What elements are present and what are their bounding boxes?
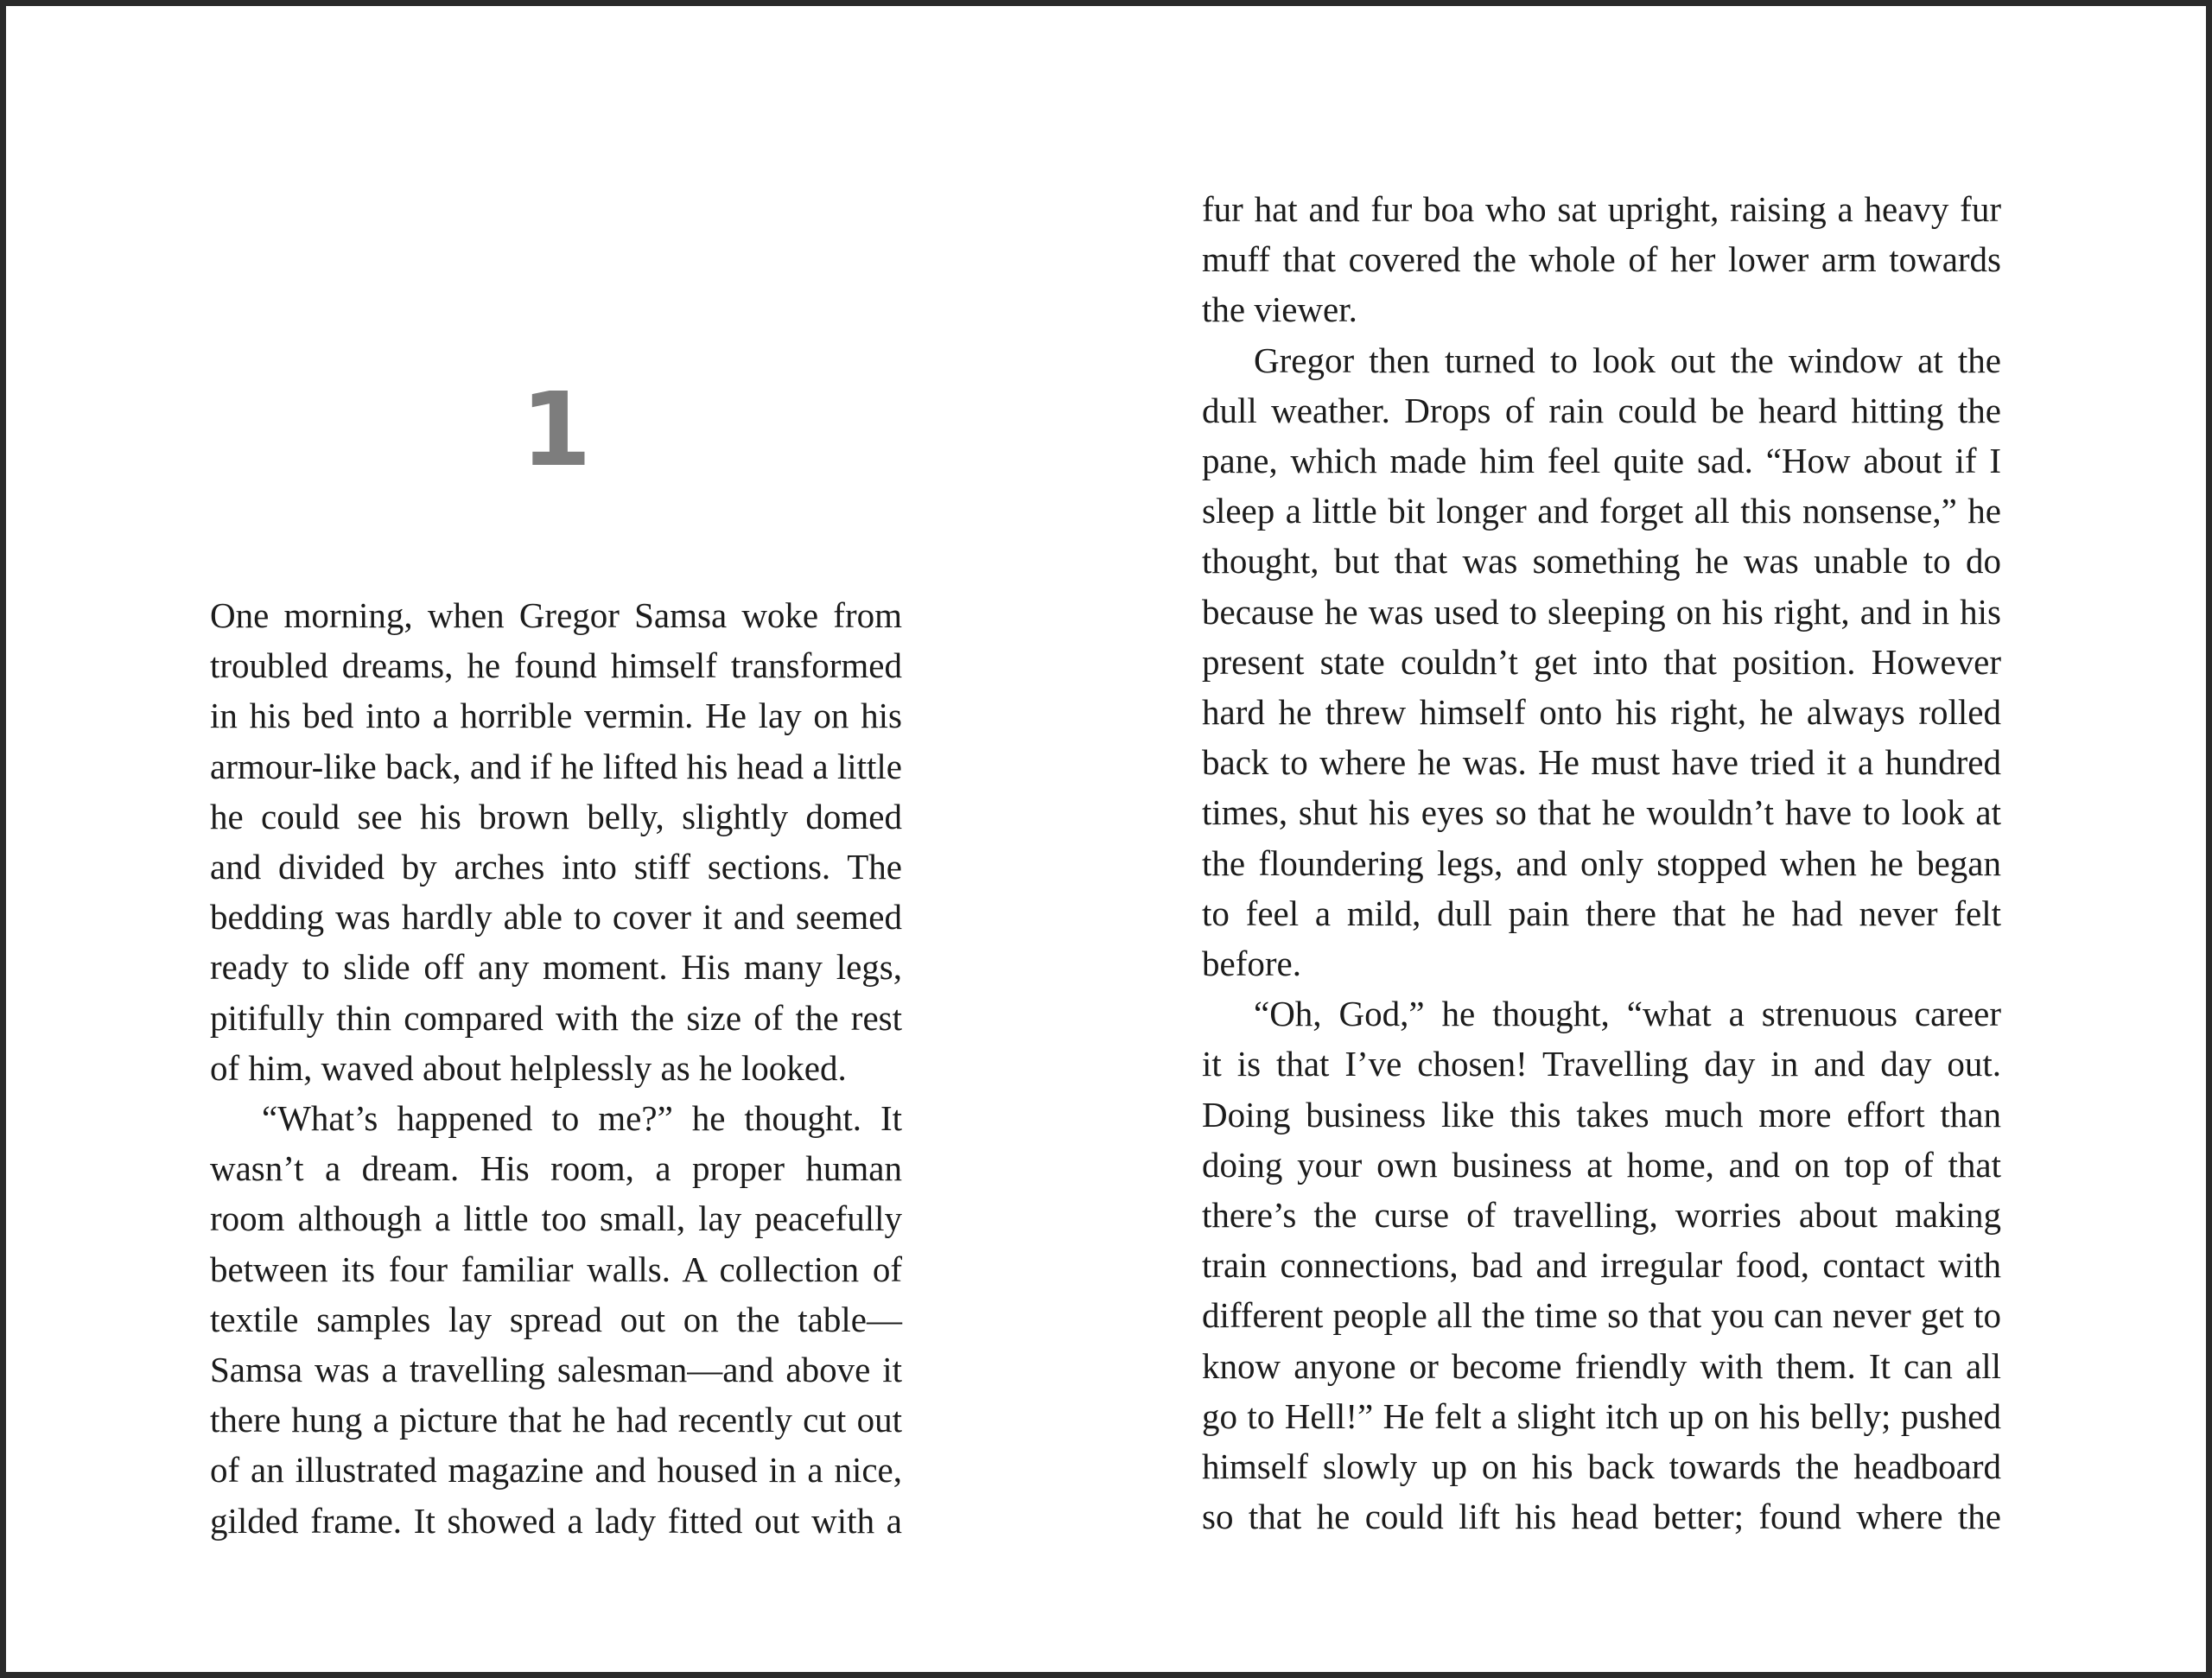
text-line: the floundering legs, and only stopped when he began (1202, 842, 2001, 883)
text-line: hard he threw himself onto his right, he always rolled (1202, 692, 2001, 733)
chapter-number: 1 (520, 370, 592, 489)
text-line: because he was used to sleeping on his right, and in his (1202, 591, 2001, 632)
text-line: to feel a mild, dull pain there that he had never felt (1202, 893, 2001, 933)
text-line: thought, but that was something he was unable to do (1202, 541, 2001, 582)
paragraph (210, 1093, 902, 1546)
paragraph (1202, 184, 2001, 335)
text-line: go to Hell!” He felt a slight itch up on his belly; pushed (1202, 1395, 2001, 1436)
text-line: there hung a picture that he had recently cut out (210, 1400, 902, 1440)
text-line: present state couldn’t get into that position. However (1202, 641, 2001, 682)
text-line: fur hat and fur boa who sat upright, raising a heavy fur (1202, 189, 2001, 229)
paragraph (1202, 335, 2001, 989)
text-line: of him, waved about helplessly as he looked. (210, 1047, 847, 1088)
text-line: know anyone or become friendly with them. It can all (1202, 1345, 2001, 1386)
text-line: doing your own business at home, and on top of that (1202, 1144, 2001, 1185)
text-line: he could see his brown belly, slightly domed (210, 796, 902, 836)
text-line: so that he could lift his head better; found where the (1202, 1497, 2001, 1537)
text-line: in his bed into a horrible vermin. He lay on his (210, 696, 902, 736)
text-line: gilded frame. It showed a lady fitted out with a (210, 1500, 902, 1541)
text-line: room although a little too small, lay peacefully (210, 1198, 902, 1239)
text-line: back to where he was. He must have tried it a hundred (1202, 742, 2001, 783)
text-line: textile samples lay spread out on the table— (210, 1299, 902, 1339)
right-page (1202, 184, 2001, 1541)
text-line: ready to slide off any moment. His many legs, (210, 947, 902, 988)
text-line: Doing business like this takes much more effort than (1202, 1094, 2001, 1135)
text-line: different people all the time so that you can never get to (1202, 1295, 2001, 1336)
text-line: sleep a little bit longer and forget all this nonsense,” he (1202, 491, 2001, 531)
text-line: between its four familiar walls. A collection of (210, 1249, 902, 1289)
text-line: and divided by arches into stiff sections. The (210, 847, 902, 887)
text-line: “What’s happened to me?” he thought. It (262, 1098, 902, 1139)
text-line: pitifully thin compared with the size of the rest (210, 997, 902, 1038)
text-line: “Oh, God,” he thought, “what a strenuous career (1254, 994, 2001, 1034)
text-line: there’s the curse of travelling, worries about making (1202, 1195, 2001, 1236)
text-line: it is that I’ve chosen! Travelling day in and day out. (1202, 1044, 2001, 1084)
paragraph (210, 590, 902, 1093)
text-line: dull weather. Drops of rain could be heard hitting the (1202, 390, 2001, 430)
text-line: himself slowly up on his back towards the headboard (1202, 1446, 2001, 1487)
text-line: wasn’t a dream. His room, a proper human (210, 1148, 902, 1189)
text-line: before. (1202, 944, 1301, 984)
text-line: One morning, when Gregor Samsa woke from (210, 595, 902, 635)
text-line: muff that covered the whole of her lower arm towards (1202, 239, 2001, 280)
text-line: of an illustrated magazine and housed in a nice, (210, 1450, 902, 1490)
text-line: the viewer. (1202, 289, 1357, 330)
left-page (210, 590, 902, 1546)
text-line: troubled dreams, he found himself transformed (210, 645, 902, 686)
text-line: Gregor then turned to look out the window at the (1254, 340, 2001, 380)
text-line: times, shut his eyes so that he wouldn’t have to look at (1202, 792, 2001, 833)
text-line: pane, which made him feel quite sad. “How about if I (1202, 441, 2001, 481)
text-line: Samsa was a travelling salesman—and above it (210, 1350, 902, 1390)
text-line: train connections, bad and irregular food, contact with (1202, 1245, 2001, 1286)
paragraph (1202, 988, 2001, 1541)
text-line: armour-like back, and if he lifted his head a little (210, 746, 902, 786)
text-line: bedding was hardly able to cover it and seemed (210, 897, 902, 938)
